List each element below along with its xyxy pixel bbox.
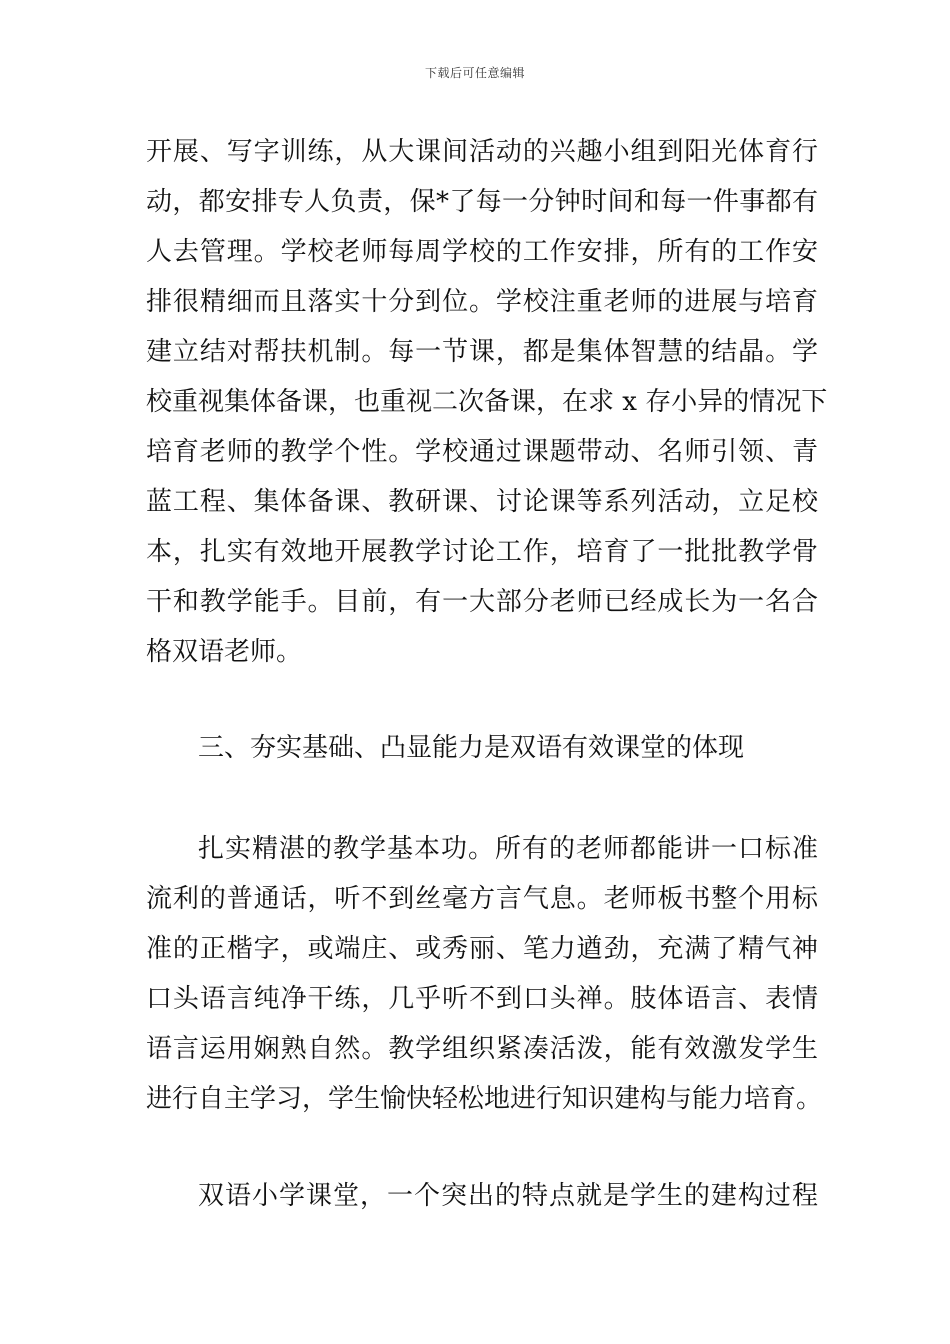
paragraph-line: 校重视集体备课，也重视二次备课，在求 x 存小异的情况下 xyxy=(146,387,828,417)
paragraph-line: 扎实精湛的教学基本功。所有的老师都能讲一口标准 xyxy=(198,834,818,864)
paragraph-line: 蓝工程、集体备课、教研课、讨论课等系列活动，立足校 xyxy=(146,487,818,517)
paragraph-line: 培育老师的教学个性。学校通过课题带动、名师引领、青 xyxy=(146,437,818,467)
paragraph-line: 动，都安排专人负责，保*了每一分钟时间和每一件事都有 xyxy=(146,187,818,217)
paragraph-3 xyxy=(146,1171,818,1221)
paragraph-line: 排很精细而且落实十分到位。学校注重老师的进展与培育 xyxy=(146,287,818,317)
paragraph-2 xyxy=(146,824,823,1124)
paragraph-line: 准的正楷字，或端庄、或秀丽、笔力遒劲，充满了精气神 xyxy=(146,934,818,964)
paragraph-line: 开展、写字训练，从大课间活动的兴趣小组到阳光体育行 xyxy=(146,137,818,167)
paragraph-line: 流利的普通话，听不到丝毫方言气息。老师板书整个用标 xyxy=(146,884,818,914)
paragraph-line: 本，扎实有效地开展教学讨论工作，培育了一批批教学骨 xyxy=(146,537,818,567)
paragraph-line: 双语小学课堂，一个突出的特点就是学生的建构过程 xyxy=(198,1181,818,1211)
paragraph-line: 人去管理。学校老师每周学校的工作安排，所有的工作安 xyxy=(146,237,818,267)
paragraph-line: 建立结对帮扶机制。每一节课，都是集体智慧的结晶。学 xyxy=(146,337,818,367)
paragraph-line: 进行自主学习，学生愉快轻松地进行知识建构与能力培育。 xyxy=(146,1084,823,1114)
paragraph-1 xyxy=(146,127,828,677)
page-header: 下载后可任意编辑 xyxy=(424,66,525,80)
paragraph-line: 口头语言纯净干练，几乎听不到口头禅。肢体语言、表情 xyxy=(146,984,818,1014)
paragraph-line: 干和教学能手。目前，有一大部分老师已经成长为一名合 xyxy=(146,587,818,617)
section-heading xyxy=(146,723,818,773)
paragraph-line: 格双语老师。 xyxy=(146,637,303,667)
paragraph-line: 语言运用娴熟自然。教学组织紧凑活泼，能有效激发学生 xyxy=(146,1034,818,1064)
section-heading-text: 三、夯实基础、凸显能力是双语有效课堂的体现 xyxy=(198,733,745,763)
